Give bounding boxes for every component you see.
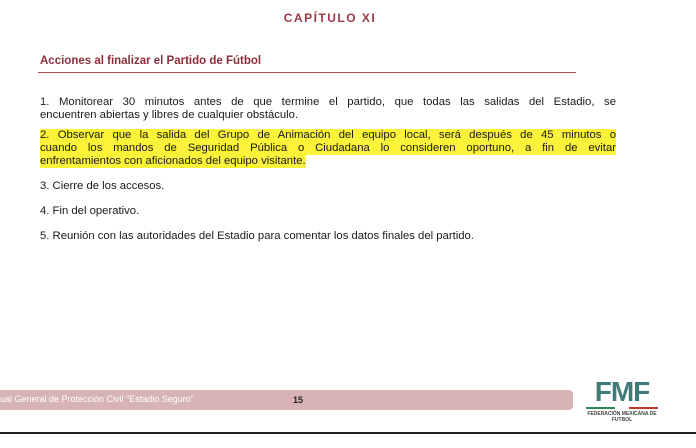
text-line: enfrentamientos con aficionados del equipo visitante. [40,155,306,167]
page-number: 15 [293,395,304,405]
logo-mark: FMF [594,376,650,407]
section-heading: Acciones al finalizar el Partido de Fútbol [40,55,262,67]
text-line: 3. Cierre de los accesos. [40,180,165,192]
list-item-5 [40,230,616,243]
text-line: 1. Monitorear 30 minutos antes de que termine el partido, que todas las salidas del Estadio, se [40,96,616,108]
footer-document-title: ual General de Protección Civil "Estadio Seguro" [0,394,194,404]
text-line: cuando los mandos de Seguridad Pública o Ciudadana lo consideren oportuno, a fin de evitar [40,142,616,154]
list-item-2-highlighted [40,129,616,168]
heading-underline [38,72,576,73]
text-line: 5. Reunión con las autoridades del Estadio para comentar los datos finales del partido. [40,230,474,242]
logo-stripe-icon [586,407,658,409]
text-line: 2. Observar que la salida del Grupo de Animación del equipo local, será después de 45 minutos o [40,129,616,141]
text-line: 4. Fin del operativo. [40,205,140,217]
list-item-1 [40,96,616,122]
chapter-title: CAPÍTULO XI [283,11,377,25]
list-item-3 [40,180,616,193]
page-bottom-divider [0,432,696,434]
fmf-logo [582,376,662,423]
list-item-4 [40,205,616,218]
text-line: encuentren abiertas y libres de cualquier obstáculo. [40,109,299,121]
logo-text: FEDERACIÓN MEXICANA DE FUTBOL [587,411,657,423]
